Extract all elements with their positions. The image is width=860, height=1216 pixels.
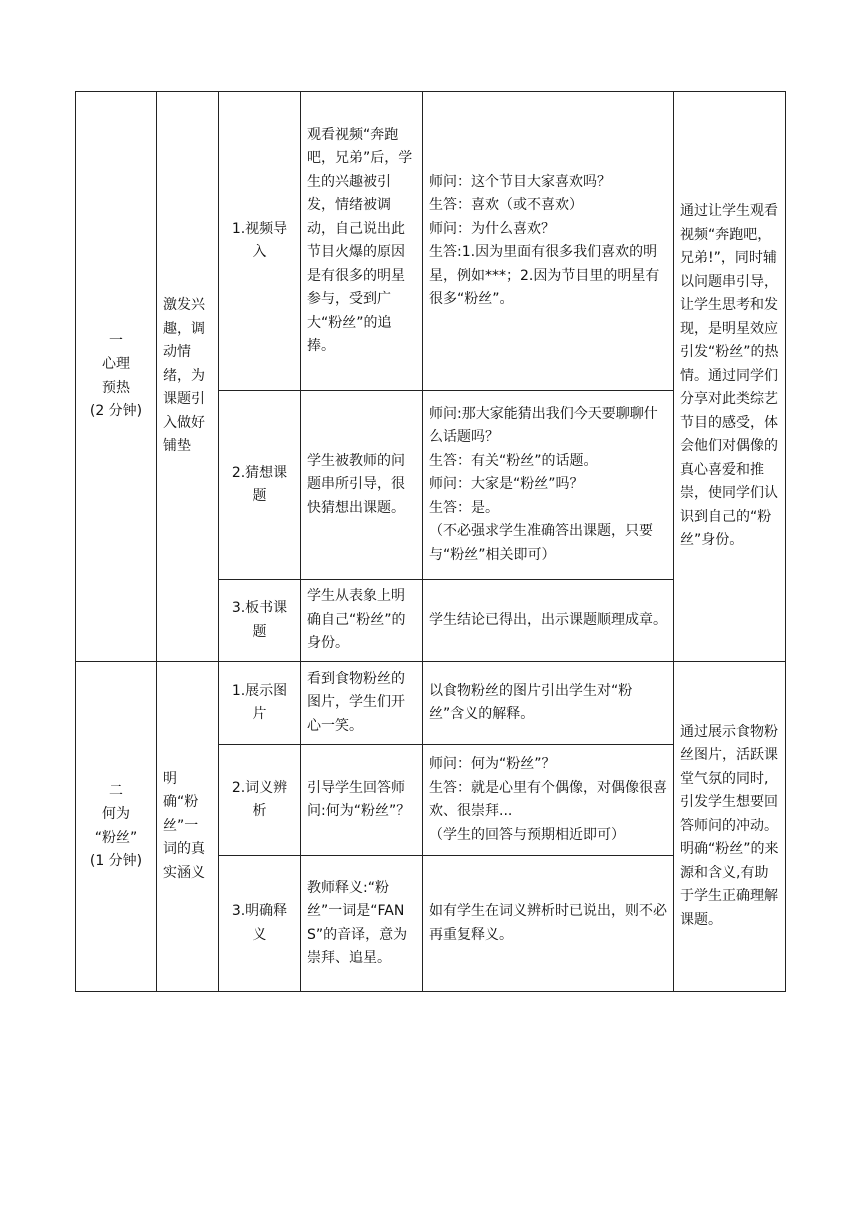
teacher-activity: 师问:那大家能猜出我们今天要聊聊什么话题吗？ 生答：有关“粉丝”的话题。 师问：大家是“粉丝”吗？ 生答：是。 （不必强求学生准确答出课题，只要与“粉丝”相关即可） xyxy=(423,391,674,580)
step-name: 2.猜想课题 xyxy=(219,391,301,580)
stage-cell xyxy=(76,662,157,992)
design-intent: 通过展示食物粉丝图片，活跃课堂气氛的同时,引发学生想要回答师问的冲动。明确“粉丝”的来源和含义,有助于学生正确理解课题。 xyxy=(674,662,786,992)
student-activity: 看到食物粉丝的图片，学生们开心一笑。 xyxy=(301,662,423,745)
step-name: 3.板书课题 xyxy=(219,580,301,662)
teacher-activity: 学生结论已得出，出示课题顺理成章。 xyxy=(423,580,674,662)
stage-number: 一 xyxy=(109,332,123,349)
student-activity: 学生从表象上明确自己“粉丝”的身份。 xyxy=(301,580,423,662)
teacher-activity: 师问：这个节目大家喜欢吗？ 生答：喜欢（或不喜欢） 师问：为什么喜欢？ 生答:1.因为里面有很多我们喜欢的明星，例如***；2.因为节目里的明星有很多“粉丝”。 xyxy=(423,92,674,391)
step-name: 2.词义辨析 xyxy=(219,745,301,856)
table-row xyxy=(76,662,786,745)
stage-title-line: 何为 xyxy=(102,806,130,822)
step-name: 1.展示图片 xyxy=(219,662,301,745)
teacher-activity: 以食物粉丝的图片引出学生对“粉丝”含义的解释。 xyxy=(423,662,674,745)
stage-title-line: 预热 xyxy=(102,379,130,396)
student-activity: 观看视频“奔跑吧，兄弟”后，学生的兴趣被引发，情绪被调动，自己说出此节目火爆的原因是有很多的明星参与，受到广大“粉丝”的追捧。 xyxy=(301,92,423,391)
lesson-plan-table xyxy=(75,91,786,992)
teacher-activity: 如有学生在词义辨析时已说出，则不必再重复释义。 xyxy=(423,856,674,992)
step-name: 3.明确释义 xyxy=(219,856,301,992)
stage-goal: 明确“粉丝”一词的真实涵义 xyxy=(157,662,219,992)
step-name: 1.视频导入 xyxy=(219,92,301,391)
student-activity: 教师释义:“粉丝”一词是“FANS”的音译，意为崇拜、追星。 xyxy=(301,856,423,992)
stage-title-line: “粉丝” xyxy=(94,829,138,846)
table-row xyxy=(76,92,786,391)
stage-cell xyxy=(76,92,157,662)
student-activity: 引导学生回答师问:何为“粉丝”？ xyxy=(301,745,423,856)
stage-goal: 激发兴趣，调动情绪，为课题引入做好铺垫 xyxy=(157,92,219,662)
student-activity: 学生被教师的问题串所引导，很快猜想出课题。 xyxy=(301,391,423,580)
teacher-activity: 师问：何为“粉丝”？ 生答：就是心里有个偶像，对偶像很喜欢、很崇拜... （学生的回答与预期相近即可） xyxy=(423,745,674,856)
stage-duration: (2 分钟) xyxy=(89,403,143,419)
stage-duration: (1 分钟) xyxy=(89,853,143,869)
stage-title-line: 心理 xyxy=(102,356,130,372)
design-intent: 通过让学生观看视频“奔跑吧，兄弟!”，同时辅以问题串引导，让学生思考和发现，是明星效应引发“粉丝”的热情。通过同学们分享对此类综艺节目的感受，体会他们对偶像的真心喜爱和推崇，使同学们认识到自己的“粉丝”身份。 xyxy=(674,92,786,662)
stage-number: 二 xyxy=(109,782,123,799)
